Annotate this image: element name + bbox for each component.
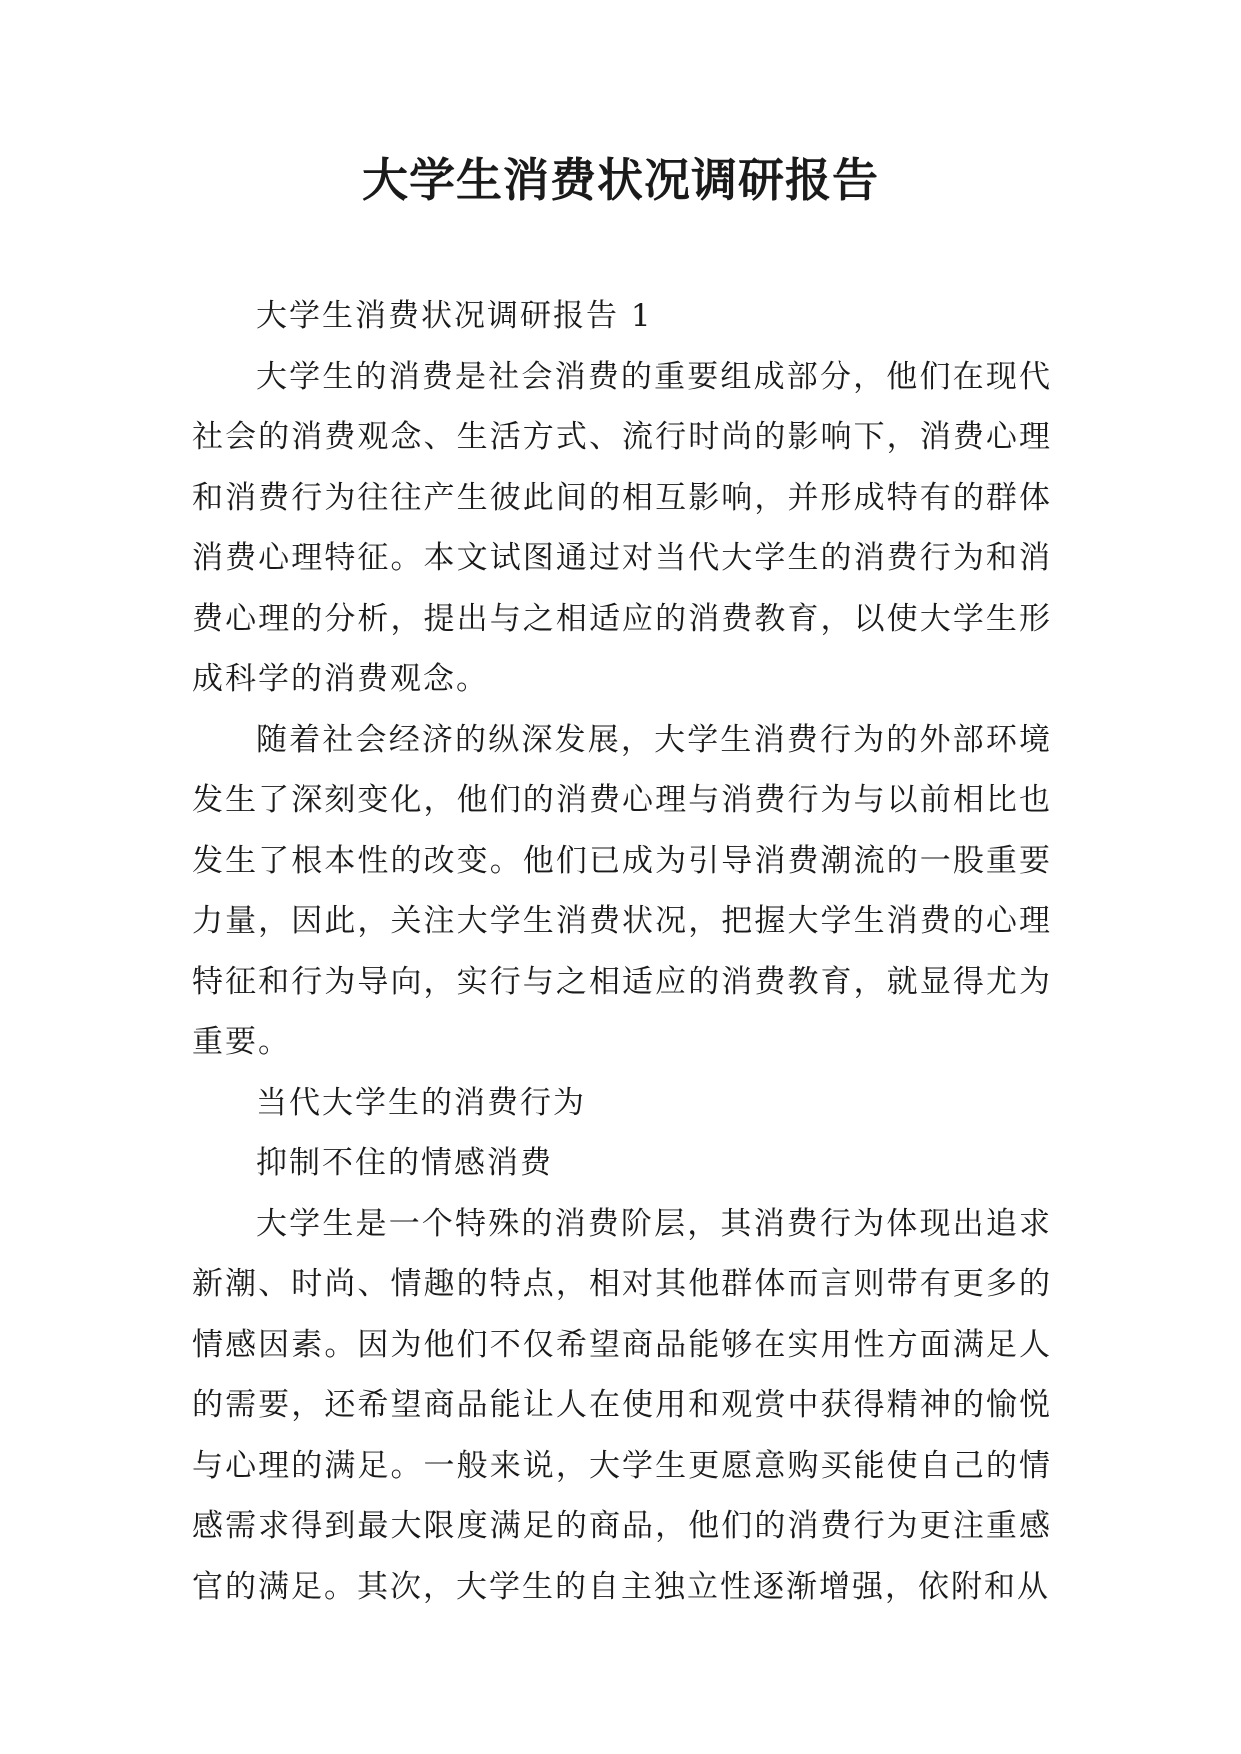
paragraph-intro: 大学生的消费是社会消费的重要组成部分，他们在现代社会的消费观念、生活方式、流行时尚的影响下，消费心理和消费行为往往产生彼此间的相互影响，并形成特有的群体消费心理特征。本文试图通过对当代大学生的消费行为和消费心理的分析，提出与之相适应的消费教育，以使大学生形成科学的消费观念。 [192,358,1052,697]
section-heading: 大学生消费状况调研报告 1 [256,298,653,334]
document-body [192,286,1052,1617]
paragraph-background: 随着社会经济的纵深发展，大学生消费行为的外部环境发生了深刻变化，他们的消费心理与消费行为与以前相比也发生了根本性的改变。他们已成为引导消费潮流的一股重要力量，因此，关注大学生消费状况，把握大学生消费的心理特征和行为导向，实行与之相适应的消费教育，就显得尤为重要。 [192,721,1052,1060]
document-title: 大学生消费状况调研报告 [362,153,879,207]
subheading-consumption-behavior: 当代大学生的消费行为 [256,1084,586,1121]
paragraph-emotional-consumption: 大学生是一个特殊的消费阶层，其消费行为体现出追求新潮、时尚、情趣的特点，相对其他群体而言则带有更多的情感因素。因为他们不仅希望商品能够在实用性方面满足人的需要，还希望商品能让人在使用和观赏中获得精神的愉悦与心理的满足。一般来说，大学生更愿意购买能使自己的情感需求得到最大限度满足的商品，他们的消费行为更注重感官的满足。其次，大学生的自主独立性逐渐增强，依附和从 [192,1205,1052,1605]
subheading-emotional-consumption: 抑制不住的情感消费 [256,1145,553,1181]
